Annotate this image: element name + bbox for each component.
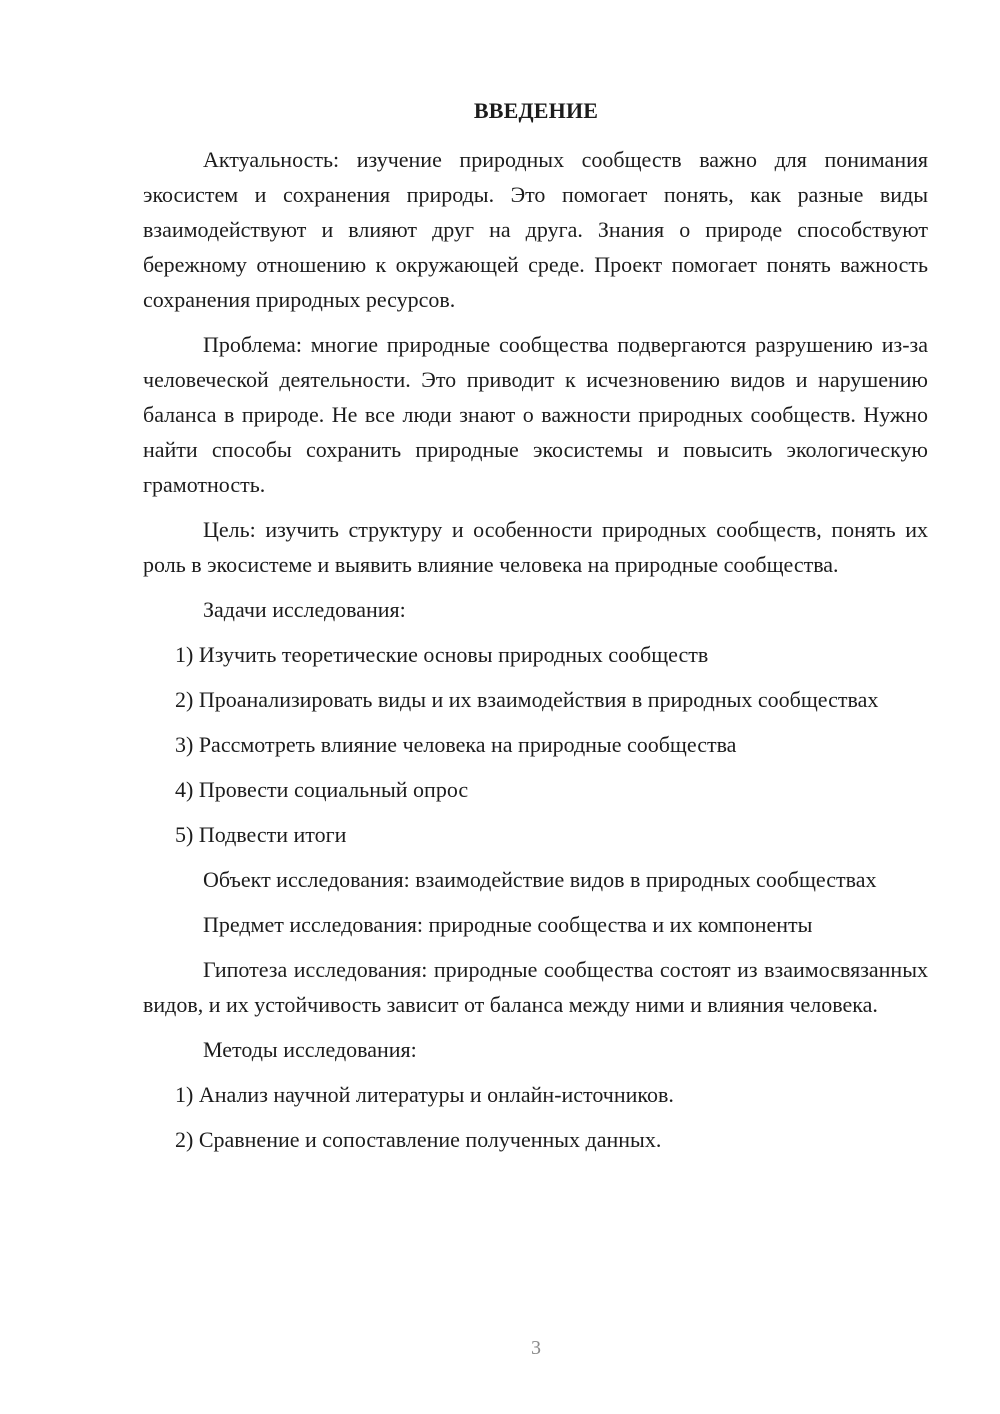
paragraph-tasks-heading: Задачи исследования:	[203, 597, 406, 622]
body-text	[143, 142, 928, 1167]
paragraph-relevance: Актуальность: изучение природных сообществ важно для понимания экосистем и сохранения природы. Это помогает понять, как разные виды взаимодействуют и влияют друг на друга. Знания о природе способствуют бережному отношению к окружающей среде. Проект помогает понять важность сохранения природных ресурсов.	[143, 147, 928, 312]
paragraph-problem: Проблема: многие природные сообщества подвергаются разрушению из-за человеческой деятельности. Это приводит к исчезновению видов и нарушению баланса в природе. Не все люди знают о важности природных сообществ. Нужно найти способы сохранить природные экосистемы и повысить экологическую грамотность.	[143, 332, 928, 497]
task-item-1: 1) Изучить теоретические основы природных сообществ	[175, 642, 709, 667]
paragraph-methods-heading: Методы исследования:	[203, 1037, 417, 1062]
paragraph-goal: Цель: изучить структуру и особенности природных сообществ, понять их роль в экосистеме и выявить влияние человека на природные сообщества.	[143, 517, 928, 577]
page-number: 3	[531, 1337, 541, 1359]
method-item-1: 1) Анализ научной литературы и онлайн-источников.	[175, 1082, 674, 1107]
task-item-5: 5) Подвести итоги	[175, 822, 347, 847]
paragraph-subject: Предмет исследования: природные сообщества и их компоненты	[203, 912, 813, 937]
method-item-2: 2) Сравнение и сопоставление полученных данных.	[175, 1127, 662, 1152]
task-item-3: 3) Рассмотреть влияние человека на природные сообщества	[175, 732, 737, 757]
paragraph-object: Объект исследования: взаимодействие видов в природных сообществах	[203, 867, 877, 892]
task-item-4: 4) Провести социальный опрос	[175, 777, 469, 802]
section-title: ВВЕДЕНИЕ	[473, 98, 599, 123]
task-item-2: 2) Проанализировать виды и их взаимодействия в природных сообществах	[175, 687, 879, 712]
paragraph-hypothesis: Гипотеза исследования: природные сообщества состоят из взаимосвязанных видов, и их устойчивость зависит от баланса между ними и влияния человека.	[143, 957, 928, 1017]
